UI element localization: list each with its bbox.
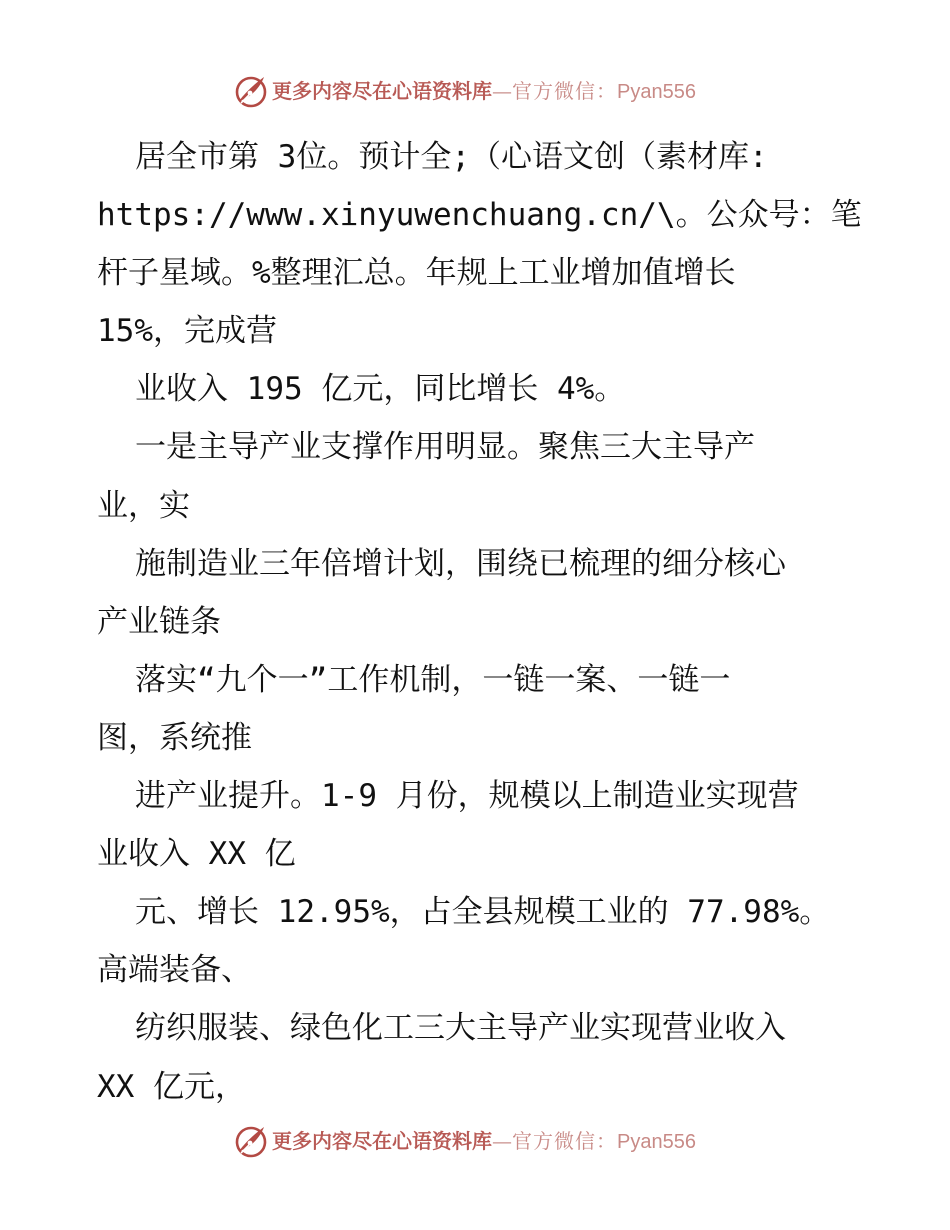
body-line: 业收入 XX 亿 — [97, 836, 296, 873]
body-line: 业收入 195 亿元，同比增长 4%。 — [135, 371, 626, 408]
watermark-title: 更多内容尽在心语资料库 — [272, 79, 492, 103]
watermark-title: 更多内容尽在心语资料库 — [272, 1129, 492, 1153]
footer-watermark-banner — [0, 1121, 950, 1161]
body-line: 15%，完成营 — [97, 313, 277, 350]
body-line: 业，实 — [97, 487, 190, 524]
body-line: 进产业提升。1-9 月份，规模以上制造业实现营 — [135, 778, 799, 815]
quill-pen-logo-icon — [233, 1123, 269, 1159]
body-line: 元、增长 12.95%，占全县规模工业的 77.98%。 — [135, 894, 831, 931]
document-body — [97, 128, 862, 1116]
wechat-id: Pyan556 — [617, 81, 696, 103]
body-line: 一是主导产业支撑作用明显。聚焦三大主导产 — [135, 429, 755, 466]
body-line: 施制造业三年倍增计划，围绕已梳理的细分核心 — [135, 545, 786, 582]
body-line: 杆子星域。%整理汇总。年规上工业增加值增长 — [97, 255, 736, 292]
watermark-separator: — — [492, 79, 512, 103]
watermark-text — [272, 79, 696, 104]
body-line: https://www.xinyuwenchuang.cn/\。公众号：笔 — [97, 197, 862, 234]
quill-pen-logo-icon — [233, 73, 269, 109]
body-line: 居全市第 3位。预计全;（心语文创（素材库: — [135, 139, 768, 175]
watermark-separator: — — [492, 1129, 512, 1153]
wechat-label: 官方微信： — [512, 1129, 617, 1153]
body-line: 落实“九个一”工作机制，一链一案、一链一 — [135, 661, 731, 698]
body-line: 高端装备、 — [97, 952, 252, 989]
body-line: XX 亿元， — [97, 1068, 246, 1105]
body-line: 产业链条 — [97, 603, 221, 640]
wechat-id: Pyan556 — [617, 1131, 696, 1153]
watermark-text — [272, 1129, 696, 1154]
body-line: 图，系统推 — [97, 719, 252, 756]
header-watermark-banner — [0, 71, 950, 111]
wechat-label: 官方微信： — [512, 79, 617, 103]
body-line: 纺织服装、绿色化工三大主导产业实现营业收入 — [135, 1010, 786, 1047]
